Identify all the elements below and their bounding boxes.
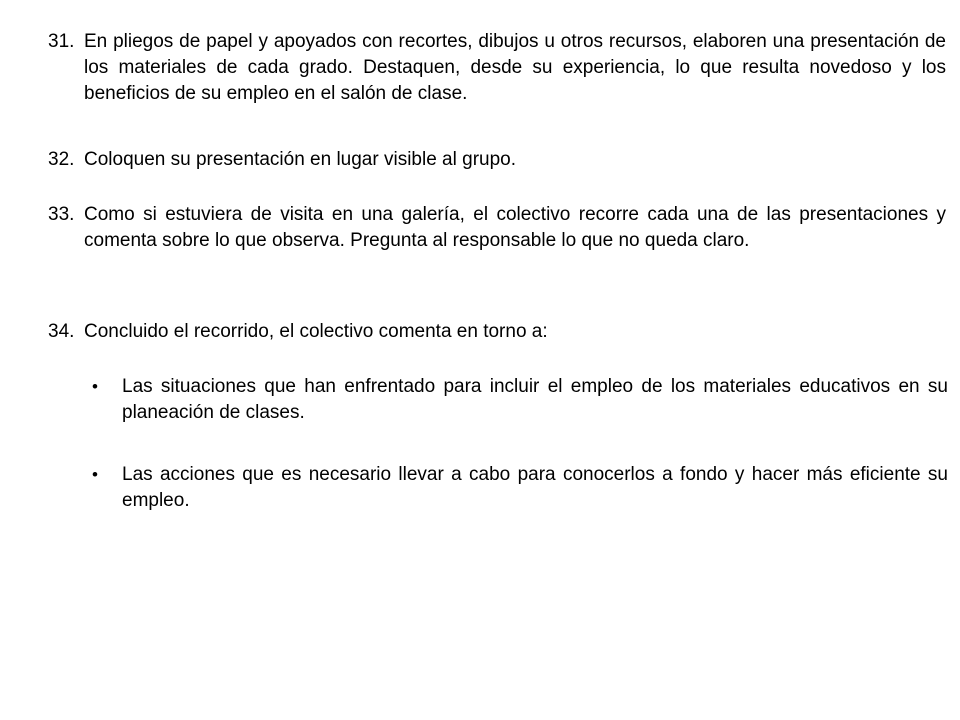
item-number: 31.: [48, 31, 75, 52]
bullet-icon: •: [92, 465, 98, 484]
list-item: [48, 147, 946, 173]
item-number: 32.: [48, 149, 75, 170]
item-text: Como si estuviera de visita en una galería, el colectivo recorre cada una de las presentaciones y comenta sobre lo que observa. Pregunta al responsable lo que no queda claro.: [84, 204, 946, 251]
item-text: Coloquen su presentación en lugar visible al grupo.: [84, 149, 516, 170]
item-text: En pliegos de papel y apoyados con recortes, dibujos u otros recursos, elaboren una presentación de los materiales de cada grado. Destaquen, desde su experiencia, lo que resulta novedoso y los beneficios de su empleo en el salón de clase.: [84, 31, 946, 104]
bullet-icon: •: [92, 377, 98, 396]
bullet-item: [84, 374, 948, 426]
list-item: [48, 202, 946, 254]
item-number: 33.: [48, 204, 75, 225]
bullet-text: Las situaciones que han enfrentado para incluir el empleo de los materiales educativos en su planeación de clases.: [122, 376, 948, 423]
bullet-item: [84, 462, 948, 514]
list-item: [48, 319, 946, 345]
bullet-text: Las acciones que es necesario llevar a cabo para conocerlos a fondo y hacer más eficiente su empleo.: [122, 464, 948, 511]
item-number: 34.: [48, 321, 75, 342]
list-item: [48, 29, 946, 107]
item-text: Concluido el recorrido, el colectivo comenta en torno a:: [84, 321, 548, 342]
